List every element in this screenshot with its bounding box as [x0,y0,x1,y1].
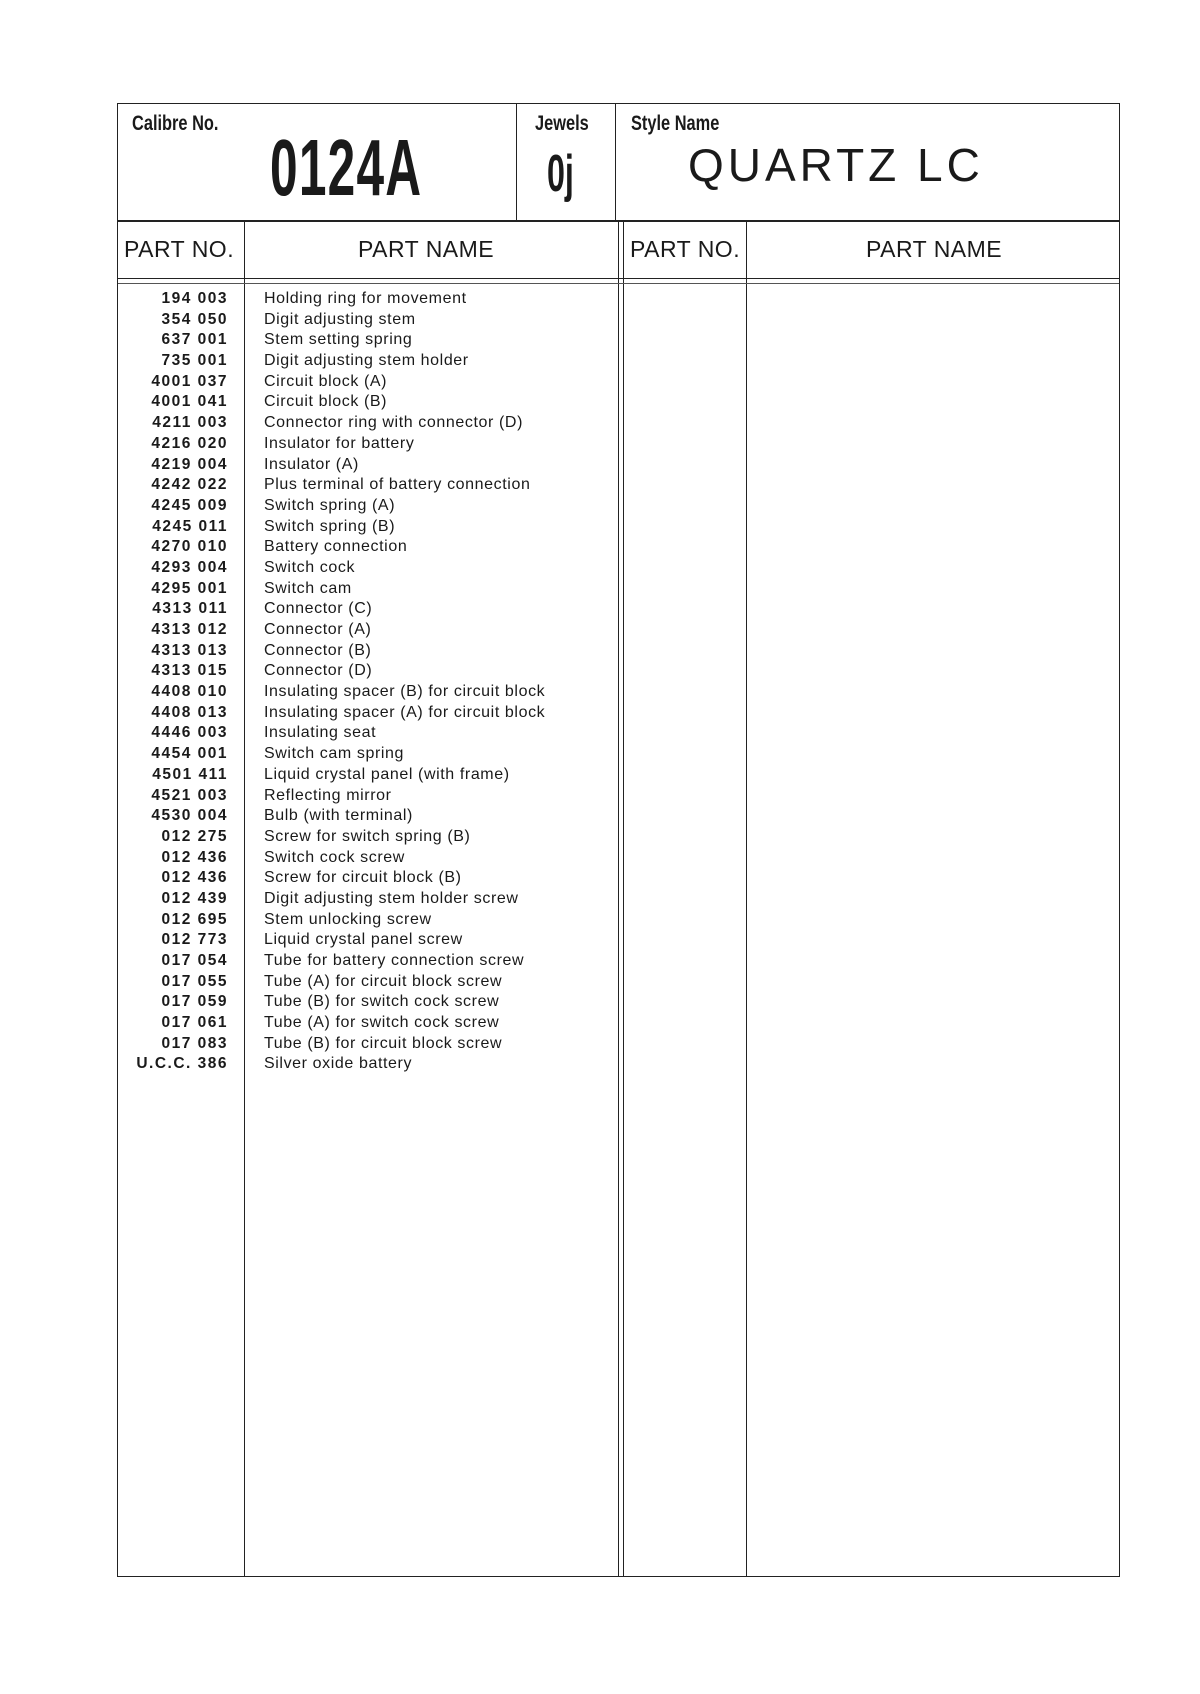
part-name: Connector (B) [264,641,372,659]
table-row [118,992,618,1013]
style-box [616,103,1120,221]
part-name: Tube (B) for circuit block screw [264,1034,503,1052]
table-row [118,703,618,724]
part-name: Insulating seat [264,724,377,742]
table-row [118,1034,618,1055]
column-header-part-no: PART NO. [124,236,235,262]
part-name: Connector ring with connector (D) [264,414,524,432]
part-number: 012 275 [161,827,228,845]
part-name: Connector (C) [264,600,373,618]
part-number: 4270 010 [151,538,228,556]
part-name: Switch cam spring [264,745,405,763]
header-divider [118,283,1119,284]
part-name: Switch cam [264,579,352,597]
table-row [118,310,618,331]
style-label: Style Name [631,112,720,135]
part-number: 012 695 [161,910,228,928]
part-number: U.C.C. 386 [136,1055,228,1073]
column-header-part-name-right: PART NAME [866,236,1003,262]
table-row [118,1013,618,1034]
part-name: Switch cock screw [264,848,405,866]
part-name: Circuit block (A) [264,372,388,390]
calibre-number: 0124A [270,123,423,212]
part-number: 354 050 [161,310,228,328]
part-number: 4313 015 [151,662,228,680]
part-name: Tube (B) for switch cock screw [264,993,500,1011]
part-name: Insulator for battery [264,434,415,452]
part-name: Tube (A) for circuit block screw [264,972,503,990]
part-name: Circuit block (B) [264,393,388,411]
style-name: QUARTZ LC [688,139,984,191]
part-number: 735 001 [161,352,228,370]
table-row [118,434,618,455]
table-row [118,620,618,641]
part-name: Insulator (A) [264,455,359,473]
table-row [118,868,618,889]
jewels-value: 0j [547,145,574,203]
parts-list [118,289,618,1075]
part-name: Holding ring for movement [264,290,467,307]
part-number: 4501 411 [152,765,228,783]
part-number: 4313 012 [151,621,228,638]
column-divider [618,222,619,1576]
calibre-label: Calibre No. [132,112,219,135]
part-number: 4408 013 [151,703,228,721]
part-name: Liquid crystal panel screw [264,931,463,949]
table-row [118,786,618,807]
part-number: 4530 004 [151,807,228,825]
part-name: Battery connection [264,538,408,556]
part-name: Digit adjusting stem holder screw [264,889,519,907]
table-row [118,475,618,496]
part-number: 017 083 [161,1034,228,1052]
table-row [118,930,618,951]
part-name: Switch spring (B) [264,517,396,535]
table-row [118,1054,618,1075]
part-name: Bulb (with terminal) [264,807,413,825]
table-row [118,537,618,558]
part-name: Digit adjusting stem [264,310,416,328]
part-name: Silver oxide battery [264,1055,413,1073]
table-row [118,951,618,972]
part-number: 017 061 [161,1014,228,1032]
table-row [118,641,618,662]
calibre-box [117,103,517,221]
header-divider [118,278,1119,279]
part-name: Screw for switch spring (B) [264,827,471,845]
table-row [118,372,618,393]
table-row [118,723,618,744]
part-name: Switch spring (A) [264,496,396,514]
table-row [118,579,618,600]
table-row [118,496,618,517]
table-row [118,289,618,310]
column-divider [746,222,747,1576]
part-name: Insulating spacer (A) for circuit block [264,703,546,721]
part-name: Switch cock [264,558,356,576]
part-number: 4313 013 [151,641,228,659]
part-name: Liquid crystal panel (with frame) [264,765,510,783]
table-row [118,682,618,703]
column-header-part-no-right: PART NO. [630,236,741,262]
table-row [118,351,618,372]
part-name: Connector (D) [264,662,373,680]
table-row [118,599,618,620]
column-header-part-name: PART NAME [358,236,495,262]
jewels-label: Jewels [535,112,589,135]
table-row [118,806,618,827]
part-number: 4245 011 [152,517,228,535]
part-number: 4211 003 [152,414,228,432]
table-row [118,848,618,869]
part-number: 017 059 [161,993,228,1011]
part-name: Digit adjusting stem holder [264,352,469,370]
table-row [118,517,618,538]
table-row [118,910,618,931]
table-row [118,413,618,434]
part-name: Connector (A) [264,621,372,638]
part-name: Stem unlocking screw [264,910,432,928]
table-row [118,827,618,848]
part-number: 4446 003 [151,724,228,742]
table-row [118,972,618,993]
part-number: 012 773 [161,931,228,949]
table-row [118,744,618,765]
parts-table [117,221,1120,1577]
part-number: 4245 009 [151,496,228,514]
part-number: 012 436 [161,869,228,887]
part-name: Tube for battery connection screw [264,952,525,969]
part-number: 4242 022 [151,476,228,494]
part-number: 194 003 [161,290,228,307]
part-number: 017 054 [161,952,228,969]
jewels-box [516,103,616,221]
part-number: 4216 020 [151,434,228,452]
part-number: 4001 041 [151,393,228,411]
part-number: 012 436 [161,848,228,866]
part-name: Plus terminal of battery connection [264,476,531,494]
part-name: Reflecting mirror [264,786,392,804]
column-divider [623,222,624,1576]
part-number: 4521 003 [151,786,228,804]
part-number: 4408 010 [151,683,228,701]
table-row [118,765,618,786]
part-name: Tube (A) for switch cock screw [264,1014,500,1032]
part-number: 4219 004 [151,455,228,473]
table-row [118,661,618,682]
part-number: 4001 037 [151,372,228,390]
part-number: 4454 001 [151,745,228,763]
part-number: 637 001 [161,331,228,349]
part-number: 017 055 [161,972,228,990]
part-name: Insulating spacer (B) for circuit block [264,683,546,701]
table-row [118,455,618,476]
table-row [118,330,618,351]
table-row [118,889,618,910]
part-number: 4293 004 [151,558,228,576]
part-name: Stem setting spring [264,331,413,349]
part-number: 4313 011 [152,600,228,618]
table-row [118,392,618,413]
table-row [118,558,618,579]
part-number: 4295 001 [151,579,228,597]
part-number: 012 439 [161,889,228,907]
part-name: Screw for circuit block (B) [264,869,462,887]
